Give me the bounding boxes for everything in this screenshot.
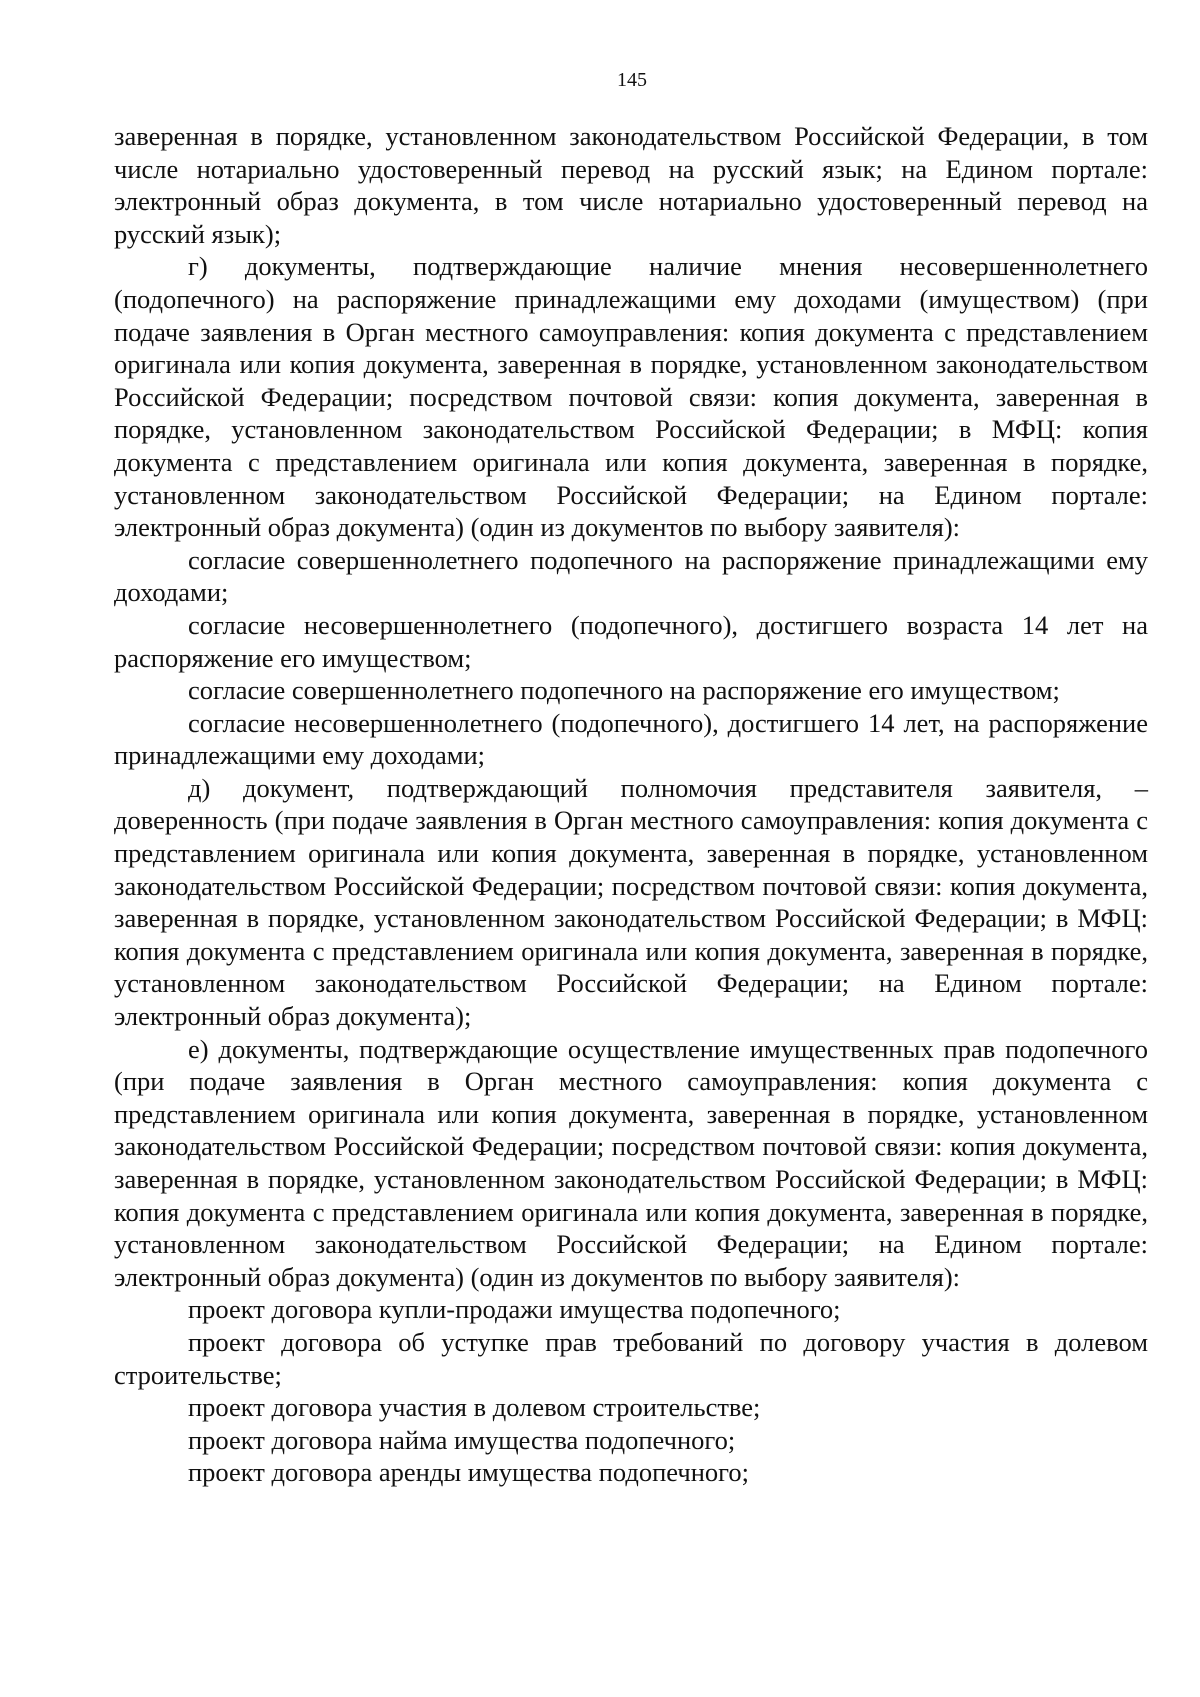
paragraph: е) документы, подтверждающие осуществление имущественных прав подопечного (при подаче заявления в Орган местного самоуправления: копия документа с представлением оригинала или копия документа, заверенная в порядке, установленном законодательством Российской Федерации; посредством почтовой связи: копия документа, заверенная в порядке, установленном законодательством Российской Федерации; в МФЦ: копия документа с представлением оригинала или копия документа, заверенная в порядке, установленном законодательством Российской Федерации; на Едином портале: электронный образ документа) (один из документов по выбору заявителя): bbox=[114, 1033, 1148, 1292]
list-item: проект договора купли-продажи имущества подопечного; bbox=[188, 1294, 841, 1325]
list-item: проект договора найма имущества подопечного; bbox=[188, 1424, 736, 1455]
list-item: согласие несовершеннолетнего (подопечного), достигшего 14 лет, на распоряжение принадлежащими ему доходами; bbox=[114, 707, 1148, 771]
paragraph: г) документы, подтверждающие наличие мнения несовершеннолетнего (подопечного) на распоряжение принадлежащими ему доходами (имуществом) (при подаче заявления в Орган местного самоуправления: копия документа с представлением оригинала или копия документа, заверенная в порядке, установленном законодательством Российской Федерации; посредством почтовой связи: копия документа, заверенная в порядке, установленном законодательством Российской Федерации; в МФЦ: копия документа с представлением оригинала или копия документа, заверенная в порядке, установленном законодательством Российской Федерации; на Едином портале: электронный образ документа) (один из документов по выбору заявителя): bbox=[114, 251, 1148, 543]
paragraph: д) документ, подтверждающий полномочия представителя заявителя, – доверенность (при подаче заявления в Орган местного самоуправления: копия документа с представлением оригинала или копия документа, заверенная в порядке, установленном законодательством Российской Федерации; посредством почтовой связи: копия документа, заверенная в порядке, установленном законодательством Российской Федерации; в МФЦ: копия документа с представлением оригинала или копия документа, заверенная в порядке, установленном законодательством Российской Федерации; на Едином портале: электронный образ документа); bbox=[114, 772, 1148, 1032]
list-item: согласие несовершеннолетнего (подопечного), достигшего возраста 14 лет на распоряжение его имуществом; bbox=[114, 609, 1148, 673]
document-body bbox=[114, 120, 1148, 1489]
list-item: проект договора участия в долевом строительстве; bbox=[188, 1392, 761, 1423]
list-item: согласие совершеннолетнего подопечного на распоряжение его имуществом; bbox=[188, 675, 1060, 706]
paragraph: заверенная в порядке, установленном законодательством Российской Федерации, в том числе нотариально удостоверенный перевод на русский язык; на Едином портале: электронный образ документа, в том числе нотариально удостоверенный перевод на русский язык); bbox=[114, 121, 1148, 249]
list-item: проект договора аренды имущества подопечного; bbox=[188, 1457, 749, 1488]
page-number: 145 bbox=[617, 69, 647, 91]
list-item: проект договора об уступке прав требований по договору участия в долевом строительстве; bbox=[114, 1326, 1148, 1390]
list-item: согласие совершеннолетнего подопечного на распоряжение принадлежащими ему доходами; bbox=[114, 544, 1148, 608]
